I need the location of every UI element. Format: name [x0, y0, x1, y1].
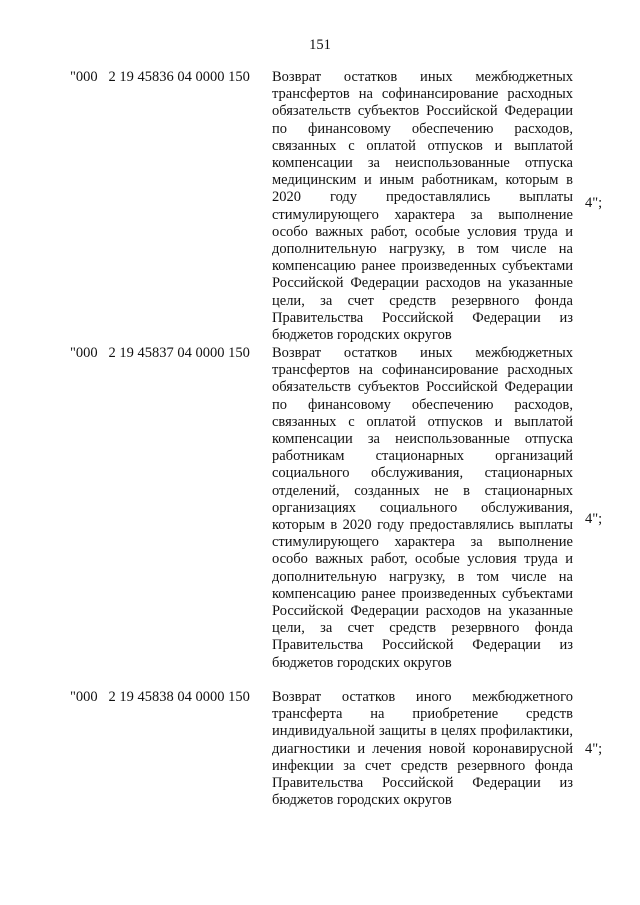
row-description: Возврат остатков иных межбюджетных трансфертов на софинансирование расходных обязательств субъектов Российской Федерации по финансовому обеспечению расходов, связанных с оплатой отпусков и выплатой компенсации за неиспользованные отпуска работникам стационарных организаций социального обслуживания, стационарных отделений, созданных не в стационарных организациях социального обслуживания, которым в 2020 году предоставлялись выплаты стимулирующего характера за выполнение особо важных работ, особые условия труда и дополнительную нагрузку, в том числе на компенсацию ранее произведенных субъектами Российской Федерации расходов на указанные цели, за счет средств резервного фонда Правительства Российской Федерации из бюджетов городских округов	[272, 345, 573, 671]
page-number: 151	[309, 37, 331, 53]
row-value: 4";	[585, 195, 603, 211]
budget-classification-code: "000 2 19 45837 04 0000 150	[70, 345, 250, 361]
row-description: Возврат остатков иных межбюджетных трансфертов на софинансирование расходных обязательств субъектов Российской Федерации по финансовому обеспечению расходов, связанных с оплатой отпусков и выплатой компенсации за неиспользованные отпуска медицинским и иным работникам, которым в 2020 году предоставлялись выплаты стимулирующего характера за выполнение особо важных работ, особые условия труда и дополнительную нагрузку, в том числе на компенсацию ранее произведенных субъектами Российской Федерации расходов на указанные цели, за счет средств резервного фонда Правительства Российской Федерации из бюджетов городских округов	[272, 69, 573, 344]
row-value: 4";	[585, 511, 603, 527]
budget-classification-code: "000 2 19 45836 04 0000 150	[70, 69, 250, 85]
row-value: 4";	[585, 741, 603, 757]
row-description: Возврат остатков иного межбюджетного трансферта на приобретение средств индивидуальной защиты в целях профилактики, диагностики и лечения новой коронавирусной инфекции за счет средств резервного фонда Правительства Российской Федерации из бюджетов городских округов	[272, 689, 573, 809]
budget-classification-code: "000 2 19 45838 04 0000 150	[70, 689, 250, 705]
